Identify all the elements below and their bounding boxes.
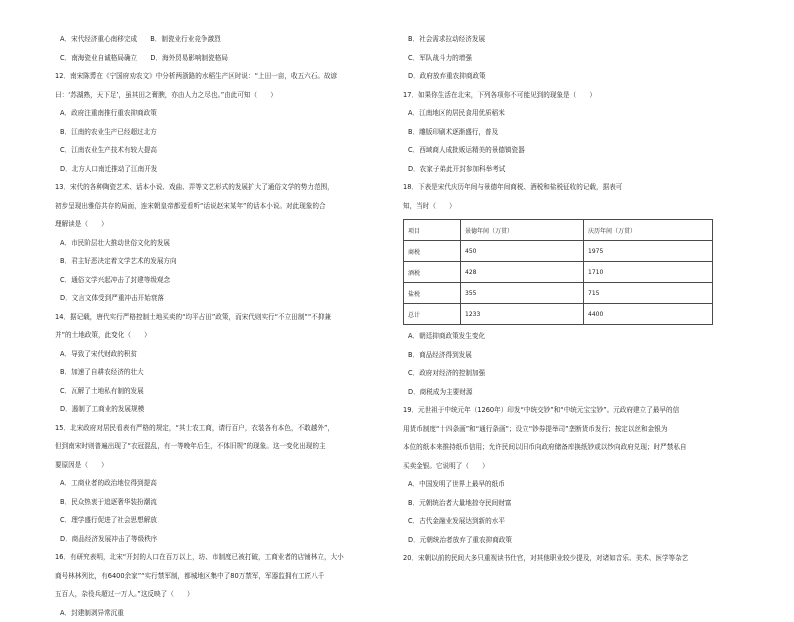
answer-option: B．社会需求拉动经济发展 (403, 30, 721, 49)
answer-option: C．瓦解了土地私有制的发展 (55, 382, 373, 401)
question-text: 15．北宋政府对居民看表有严格的规定，“其士农工商，请行百户，衣装各有本色，不敢越外”， (55, 419, 373, 438)
table-cell: 酒税 (404, 262, 461, 283)
answer-option: A．朝廷抑商政策发生变化 (403, 327, 721, 346)
question-text: 要原因是（ ） (55, 456, 373, 475)
table-row (404, 283, 713, 304)
table-cell: 355 (461, 283, 584, 304)
question-text: 理解读是（ ） (55, 215, 373, 234)
question-text: 12．南宋陈旉在《宁国府劝农文》中分析两浙路的水稻生产区时说：“上田一亩，收五六石。故谚 (55, 67, 373, 86)
answer-option: B．江南的农业生产已经超过北方 (55, 123, 373, 142)
answer-option: D．商品经济发展冲击了等级秩序 (55, 530, 373, 549)
left-column (55, 30, 373, 622)
table-cell: 428 (461, 262, 584, 283)
answer-option: D．政府放弃重农抑商政策 (403, 67, 721, 86)
answer-option: D．文言文体受到严重冲击开始衰落 (55, 289, 373, 308)
question-text: 20．宋朝以前的民间大多只重视读书仕官，对其他职业较少提及，对诸如音乐、美术、医学等杂艺 (403, 549, 721, 568)
table-cell: 715 (584, 283, 713, 304)
table-row (404, 241, 713, 262)
answer-option: A．政府注重南推行重农抑商政策 (55, 104, 373, 123)
question-text: 13．宋代的各种陶瓷艺术、话本小说、戏曲、弄等文艺形式的发展扩大了通俗文学的势力范围， (55, 178, 373, 197)
table-row (404, 262, 713, 283)
right-column (403, 30, 721, 568)
table-header-cell: 项目 (404, 220, 461, 241)
table-cell: 450 (461, 241, 584, 262)
answer-option: A．江南地区的居民食用优质稻米 (403, 104, 721, 123)
table-cell: 4400 (584, 304, 713, 325)
table-header-row (404, 220, 713, 241)
question-text: 知，当时（ ） (403, 197, 721, 216)
answer-option: D．北方人口南迁推动了江南开发 (55, 160, 373, 179)
answer-option: C．理学盛行促进了社会思想解放 (55, 511, 373, 530)
answer-option: B．民众热衷于追逐奢华装扮潮流 (55, 493, 373, 512)
table-header-cell: 庆历年间（万贯） (584, 220, 713, 241)
question-text: 17．如果你生活在北宋，下列各项你不可能见到的现象是（ ） (403, 86, 721, 105)
question-text: 商号林林列比，有6400余家”“实行禁军制，都城地区集中了80万禁军，军器监拥有工匠八千 (55, 567, 373, 586)
answer-option: A．导致了宋代财政的积贫 (55, 345, 373, 364)
answer-option: C．西域商人成批贩运精美的景德镇瓷器 (403, 141, 721, 160)
question-text: 用货币制度“十四条画”和“通行条画”；设立“钞券提举司”垄断货币发行；按定以丝和金银为 (403, 420, 721, 439)
right-column-bottom (403, 327, 721, 568)
answer-option: C．军队战斗力的增强 (403, 49, 721, 68)
right-column-top (403, 30, 721, 215)
table-cell: 1975 (584, 241, 713, 262)
answer-option: A．市民阶层壮大推动世俗文化的发展 (55, 234, 373, 253)
table-cell: 1233 (461, 304, 584, 325)
answer-option: A．中国发明了世界上最早的纸币 (403, 475, 721, 494)
answer-option: C．古代金融业发展达到新的水平 (403, 512, 721, 531)
answer-option: B．加速了自耕农经济的壮大 (55, 363, 373, 382)
question-text: 14．据记载，唐代实行严格控制土地买卖的“均平占田”政策，而宋代则实行“不立田制”“不抑兼 (55, 308, 373, 327)
answer-option: C．政府对经济的控制加强 (403, 364, 721, 383)
answer-option: D．农家子弟此开封参加科举考试 (403, 160, 721, 179)
table-cell: 商税 (404, 241, 461, 262)
answer-option: A．宋代经济重心南移完成 B．制瓷业行业竞争激烈 (55, 30, 373, 49)
table-cell: 盐税 (404, 283, 461, 304)
answer-option: A．工商业者的政治地位得到提高 (55, 474, 373, 493)
answer-option: D．遏制了工商业的发展规模 (55, 400, 373, 419)
answer-option: B．元朝统治者大量地掠夺民间财富 (403, 494, 721, 513)
answer-option: C．南海瓷业自诚格局确立 D．海外贸易影响制瓷格局 (55, 49, 373, 68)
question-text: 买卖金银。它说明了（ ） (403, 457, 721, 476)
question-text: 但到南宋时则普遍出现了“衣冠混乱，有一等晚年后生，不体旧规”的现象。这一变化出现的主 (55, 437, 373, 456)
table-row (404, 304, 713, 325)
answer-option: B．商品经济得到发展 (403, 346, 721, 365)
table-cell: 总计 (404, 304, 461, 325)
tax-table (403, 219, 713, 325)
answer-option: D．商税成为主要财源 (403, 383, 721, 402)
answer-option: D．元朝统治者放弃了重农抑商政策 (403, 531, 721, 550)
question-text: 本位的纸本来推持纸币信用；允许民间以旧币向政府储备库换纸钞或以纱向政府兑现；时严禁私自 (403, 438, 721, 457)
answer-option: A．封建制剥异常沉重 (55, 604, 373, 622)
table-cell: 1710 (584, 262, 713, 283)
question-text: 曰：‘苏湖熟，天下足’，虽其田之膏腴，亦由人力之尽也。”由此可知（ ） (55, 86, 373, 105)
question-text: 18．下表是宋代庆历年间与景德年间商税、酒税和盐税征收的记载，据表可 (403, 178, 721, 197)
answer-option: C．江南农业生产技术有较大提高 (55, 141, 373, 160)
question-text: 19．元世祖于中统元年（1260年）印发“中统交钞”和“中统元宝宝钞”。元政府建立了最早的信 (403, 401, 721, 420)
answer-option: C．通俗文学兴起冲击了封建等级观念 (55, 271, 373, 290)
answer-option: B．雕版印刷术逐渐盛行，普及 (403, 123, 721, 142)
question-text: 并”的土地政策，此变化（ ） (55, 326, 373, 345)
table-header-cell: 景德年间（万贯） (461, 220, 584, 241)
question-text: 16．有研究表明，北宋“开封的人口在百万以上，坊、市制度已被打破，工商业者的店铺林立，大小 (55, 548, 373, 567)
question-text: 五百人，杂役兵超过一万人。”这反映了（ ） (55, 585, 373, 604)
answer-option: B．君主好恶决定着文学艺术的发展方向 (55, 252, 373, 271)
question-text: 初步呈现出雅俗共存的局面，连宋朝皇帝都爱看听“话说赵宋某年”的话本小说。对此现象的合 (55, 197, 373, 216)
